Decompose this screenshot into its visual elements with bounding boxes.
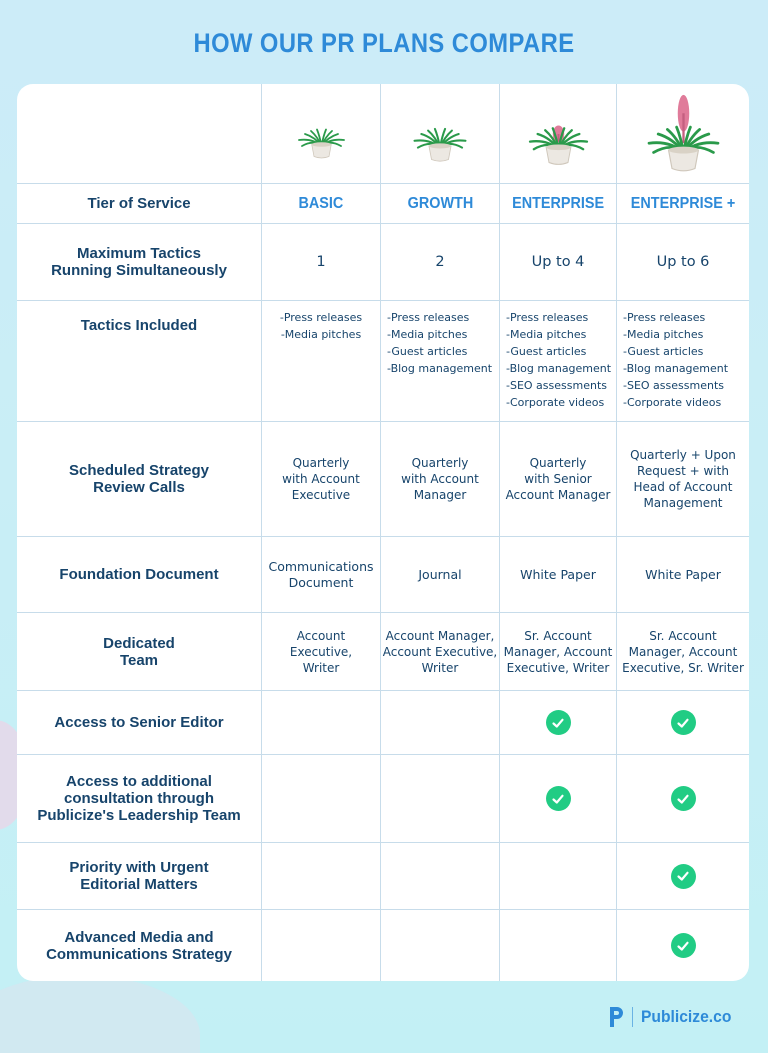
tier-name: GROWTH — [407, 194, 473, 212]
brand-name: Publicize.co — [641, 1007, 732, 1026]
row-label-tactics-included: Tactics Included — [17, 301, 262, 422]
decorative-blob — [0, 975, 200, 1053]
tactic-item: -Press releases — [506, 311, 589, 324]
plant-medium-icon — [410, 100, 470, 168]
senior-editor-cell — [381, 691, 500, 755]
strategy-calls-value — [262, 422, 381, 537]
row-label-tier-of-service: Tier of Service — [17, 184, 262, 224]
max-tactics-value: Up to 4 — [500, 224, 617, 301]
plant-header-cell — [617, 84, 749, 184]
priority-urgent-cell — [262, 843, 381, 910]
tactic-item: -Press releases — [387, 311, 470, 324]
row-label-advanced-strategy: Advanced Media and Communications Strategy — [17, 910, 262, 981]
senior-editor-cell — [500, 691, 617, 755]
tactic-item: -Press releases — [279, 311, 363, 324]
tactic-item: -Guest articles — [623, 345, 704, 358]
row-label-foundation-document: Foundation Document — [17, 537, 262, 613]
check-circle-icon — [671, 864, 696, 889]
tactics-list — [262, 301, 381, 422]
tactic-item: -Guest articles — [387, 345, 468, 358]
row-label-priority-urgent: Priority with Urgent Editorial Matters — [17, 843, 262, 910]
row-label-dedicated-team: Dedicated Team — [17, 613, 262, 691]
plant-header-cell — [381, 84, 500, 184]
priority-urgent-cell — [381, 843, 500, 910]
check-circle-icon — [671, 933, 696, 958]
leadership-consult-cell — [262, 755, 381, 843]
cell-text: White Paper — [520, 566, 596, 582]
priority-urgent-cell — [500, 843, 617, 910]
advanced-strategy-cell — [381, 910, 500, 981]
tactic-item: -Press releases — [623, 311, 706, 324]
tactic-item: -SEO assessments — [623, 379, 724, 392]
foundation-document-value — [381, 537, 500, 613]
foundation-document-value — [262, 537, 381, 613]
advanced-strategy-cell — [500, 910, 617, 981]
row-label-leadership-consult: Access to additional consultation through Publicize's Leadership Team — [17, 755, 262, 843]
tactic-item: -Corporate videos — [506, 396, 605, 409]
advanced-strategy-cell — [262, 910, 381, 981]
comparison-grid — [17, 84, 749, 981]
dedicated-team-value — [381, 613, 500, 691]
tactic-item: -Corporate videos — [623, 396, 722, 409]
comparison-table — [17, 84, 749, 981]
cell-text: White Paper — [645, 566, 721, 582]
check-circle-icon — [671, 710, 696, 735]
plant-header-cell — [262, 84, 381, 184]
strategy-calls-value — [617, 422, 749, 537]
tier-name: BASIC — [298, 194, 344, 212]
tactic-item: -Media pitches — [280, 328, 362, 341]
tactic-item: -Blog management — [506, 362, 612, 375]
publicize-logo-icon — [608, 1006, 624, 1028]
tactic-item: -Media pitches — [387, 328, 468, 341]
plant-flower-icon — [525, 96, 592, 172]
strategy-calls-value — [500, 422, 617, 537]
plant-large-flower-icon — [643, 88, 724, 180]
foundation-document-value — [617, 537, 749, 613]
row-label-senior-editor: Access to Senior Editor — [17, 691, 262, 755]
tier-cell — [262, 184, 381, 224]
dedicated-team-value — [617, 613, 749, 691]
cell-text: Communications Document — [268, 558, 374, 590]
cell-text: Quarterly with Account Manager — [401, 456, 479, 502]
tactics-list — [617, 301, 749, 422]
max-tactics-value: 1 — [262, 224, 381, 301]
leadership-consult-cell — [381, 755, 500, 843]
row-label-strategy-calls: Scheduled Strategy Review Calls — [17, 422, 262, 537]
senior-editor-cell — [262, 691, 381, 755]
cell-text: Quarterly + Upon Request + with Head of Account Management — [630, 448, 736, 510]
max-tactics-value: 2 — [381, 224, 500, 301]
senior-editor-cell — [617, 691, 749, 755]
cell-text: Sr. Account Manager, Account Executive, Writer — [503, 628, 613, 675]
header-empty-cell — [17, 84, 262, 184]
cell-text: Account Manager, Account Executive, Writer — [382, 628, 498, 675]
leadership-consult-cell — [500, 755, 617, 843]
check-circle-icon — [546, 786, 571, 811]
tactic-item: -Guest articles — [506, 345, 587, 358]
tier-name: ENTERPRISE + — [630, 194, 736, 212]
priority-urgent-cell — [617, 843, 749, 910]
cell-text: Quarterly with Senior Account Manager — [505, 456, 611, 502]
dedicated-team-value — [500, 613, 617, 691]
tactic-item: -Media pitches — [506, 328, 587, 341]
tier-cell — [381, 184, 500, 224]
tier-cell — [500, 184, 617, 224]
plant-small-icon — [295, 104, 348, 164]
check-circle-icon — [546, 710, 571, 735]
tactic-item: -SEO assessments — [506, 379, 607, 392]
strategy-calls-value — [381, 422, 500, 537]
cell-text: Sr. Account Manager, Account Executive, Sr. Writer — [622, 628, 744, 675]
plant-header-cell — [500, 84, 617, 184]
tactics-list — [500, 301, 617, 422]
leadership-consult-cell — [617, 755, 749, 843]
tactic-item: -Blog management — [623, 362, 729, 375]
check-circle-icon — [671, 786, 696, 811]
brand-footer — [608, 1005, 739, 1029]
row-label-max-tactics: Maximum Tactics Running Simultaneously — [17, 224, 262, 301]
cell-text: Quarterly with Account Executive — [282, 456, 360, 502]
brand-divider — [632, 1007, 633, 1027]
tactic-item: -Media pitches — [623, 328, 704, 341]
max-tactics-value: Up to 6 — [617, 224, 749, 301]
page-title: HOW OUR PR PLANS COMPARE — [193, 28, 575, 58]
advanced-strategy-cell — [617, 910, 749, 981]
cell-text: Account Executive, Writer — [289, 628, 353, 675]
tactic-item: -Blog management — [387, 362, 493, 375]
tier-name: ENTERPRISE — [511, 194, 605, 212]
tier-cell — [617, 184, 749, 224]
tactics-list — [381, 301, 500, 422]
cell-text: Journal — [418, 566, 462, 582]
dedicated-team-value — [262, 613, 381, 691]
foundation-document-value — [500, 537, 617, 613]
